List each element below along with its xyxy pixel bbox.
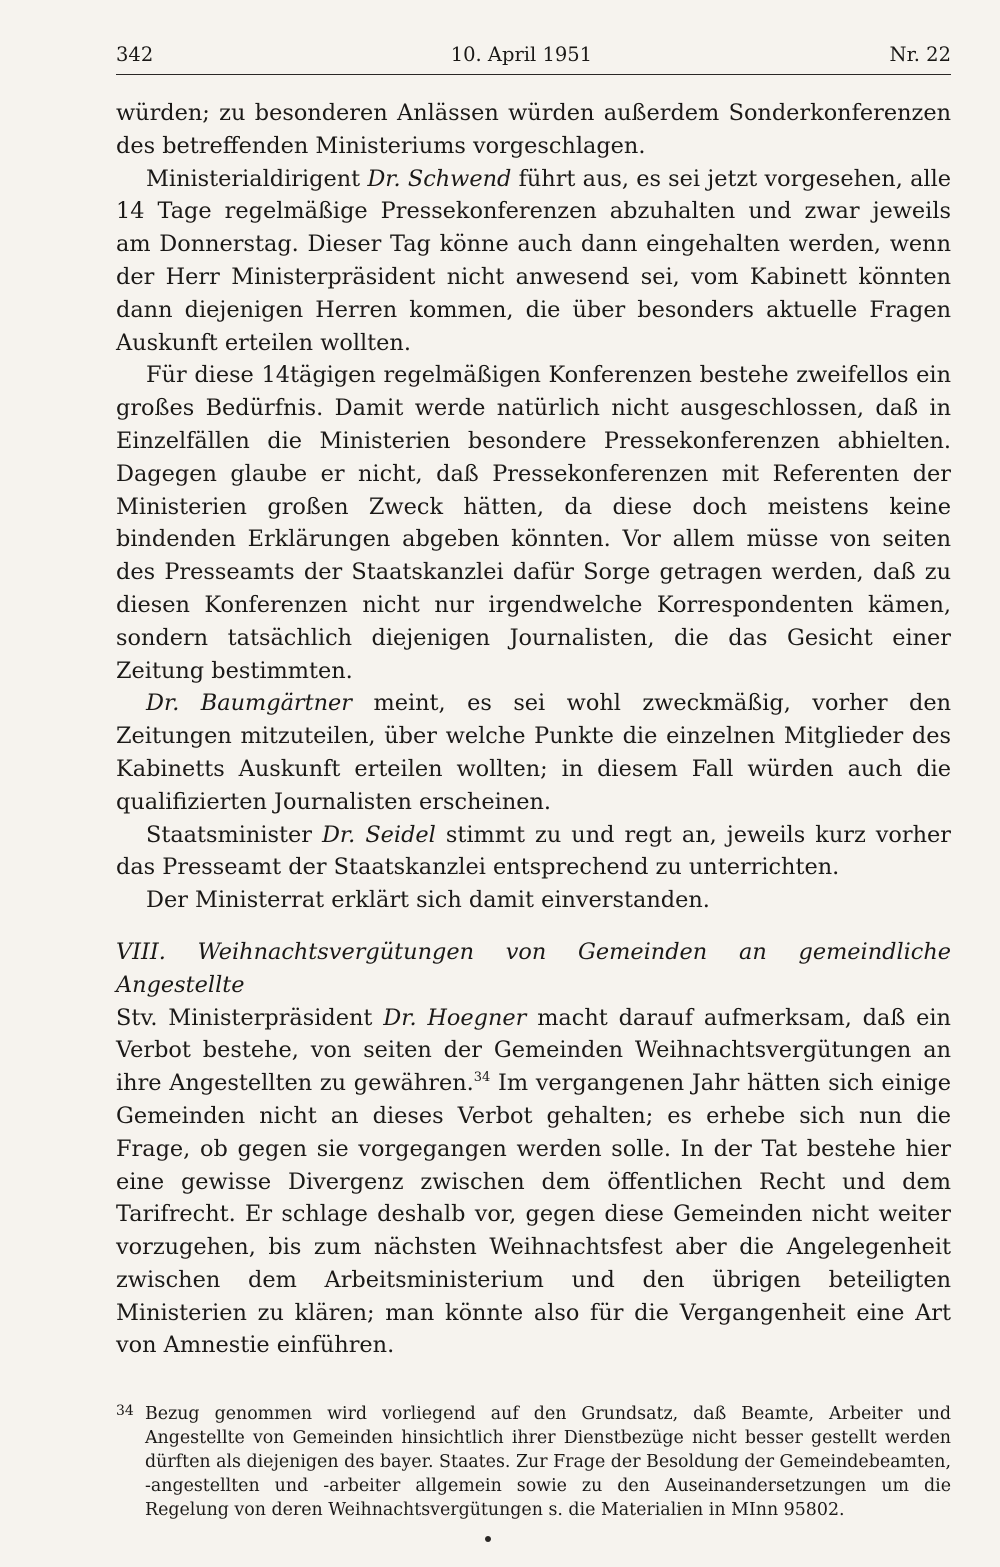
paragraph-text: meint, es sei wohl zweckmäßig, vorher den Zeitungen mitzuteilen, über welche Punkte die einzelnen Mitglieder des Kabinetts Auskunft erteilen wollten; in diesem Fall würden auch die qualifizierten Journalisten erscheinen. [116,690,951,815]
section-heading: VIII. Weihnachtsvergütungen von Gemeinden an gemeindliche Angestellte [116,938,951,998]
paragraph-text: Für diese 14tägigen regelmäßigen Konferenzen bestehe zweifellos ein großes Bedürfnis. Damit werde natürlich nicht ausgeschlossen, daß in Einzelfällen die Ministerien besondere Pressekonferenzen abhielten. Dagegen glaube er nicht, daß Pressekonferenzen mit Referenten der Ministerien großen Zweck hätten, da diese doch meistens keine bindenden Erklärungen abgeben könnten. Vor allem müsse von seiten des Presseamts der Staatskanzlei dafür Sorge getragen werden, daß zu diesen Konferenzen nicht nur irgendwelche Korrespondenten kämen, sondern tatsächlich diejenigen Journalisten, die das Gesicht einer Zeitung bestimmten. [116,362,951,684]
paragraph [116,97,951,163]
paragraph-text: Staatsminister [146,821,322,848]
footnote [116,1402,951,1522]
paragraph-text: Im vergangenen Jahr hätten sich einige Gemeinden nicht an dieses Verbot gehalten; es erhebe sich nun die Frage, ob gegen sie vorgegangen werden solle. In der Tat bestehe hier eine gewisse Divergenz zwischen dem öffentlichen Recht und dem Tarifrecht. Er schlage deshalb vor, gegen diese Gemeinden nicht weiter vorzugehen, bis zum nächsten Weihnachtsfest aber die Angelegenheit zwischen dem Arbeitsministerium und den übrigen beteiligten Ministerien zu klären; man könnte also für die Vergangenheit eine Art von Amnestie einführen. [116,1070,951,1359]
speaker-name: Dr. Seidel [321,821,436,848]
speaker-name: Dr. Baumgärtner [146,690,352,717]
paragraph-text: Stv. Ministerpräsident [116,1004,384,1031]
paragraph [116,359,951,687]
paragraph-text: Der Ministerrat erklärt sich damit einverstanden. [146,887,710,914]
paragraph [116,687,951,818]
page-dot-mark [485,1536,491,1542]
paragraph [116,884,951,917]
document-page [116,40,951,1522]
footnote-text: Bezug genommen wird vorliegend auf den Grundsatz, daß Beamte, Arbeiter und Angestellte von Gemeinden hinsichtlich ihrer Dienstbezüge nicht besser gestellt werden dürften als diejenigen des bayer. Staates. Zur Frage der Besoldung der Gemeindebeamten, -angestellten und -arbeiter allgemein sowie zu den Auseinandersetzungen um die Regelung von deren Weihnachtsvergütungen s. die Materialien in MInn 95802. [145,1404,951,1521]
paragraph-text: stimmt zu und regt an, jeweils kurz vorher das Presseamt der Staatskanzlei entsprechend zu unterrichten. [116,821,951,881]
paragraph-text: macht darauf aufmerksam, daß ein Verbot bestehe, von seiten der Gemeinden Weihnachtsvergütungen an ihre Angestellten zu gewähren. [116,1004,951,1097]
speaker-name: Dr. Schwend [367,165,512,192]
footnote-reference: 34 [473,1070,491,1086]
paragraph-text: würden; zu besonderen Anlässen würden außerdem Sonderkonferenzen des betreffenden Ministeriums vorgeschlagen. [116,100,951,159]
header-date: 10. April 1951 [450,43,593,66]
document-number: Nr. 22 [889,43,951,66]
paragraph-text: führt aus, es sei jetzt vorgesehen, alle 14 Tage regelmäßige Pressekonferenzen abzuhalten und zwar jeweils am Donnerstag. Dieser Tag könne auch dann eingehalten werden, wenn der Herr Ministerpräsident nicht anwesend sei, vom Kabinett könnten dann diejenigen Herren kommen, die über besonders aktuelle Fragen Auskunft erteilen wollten. [116,165,951,356]
speaker-name: Dr. Hoegner [383,1004,527,1031]
paragraph [116,819,951,885]
footnotes [116,1402,951,1522]
paragraph [116,1002,951,1363]
footnote-number: 34 [116,1403,134,1420]
page-number: 342 [116,43,154,66]
paragraph-text: Ministerialdirigent [146,165,368,192]
paragraph [116,163,951,360]
running-header [116,40,951,75]
body-text [116,97,951,1362]
